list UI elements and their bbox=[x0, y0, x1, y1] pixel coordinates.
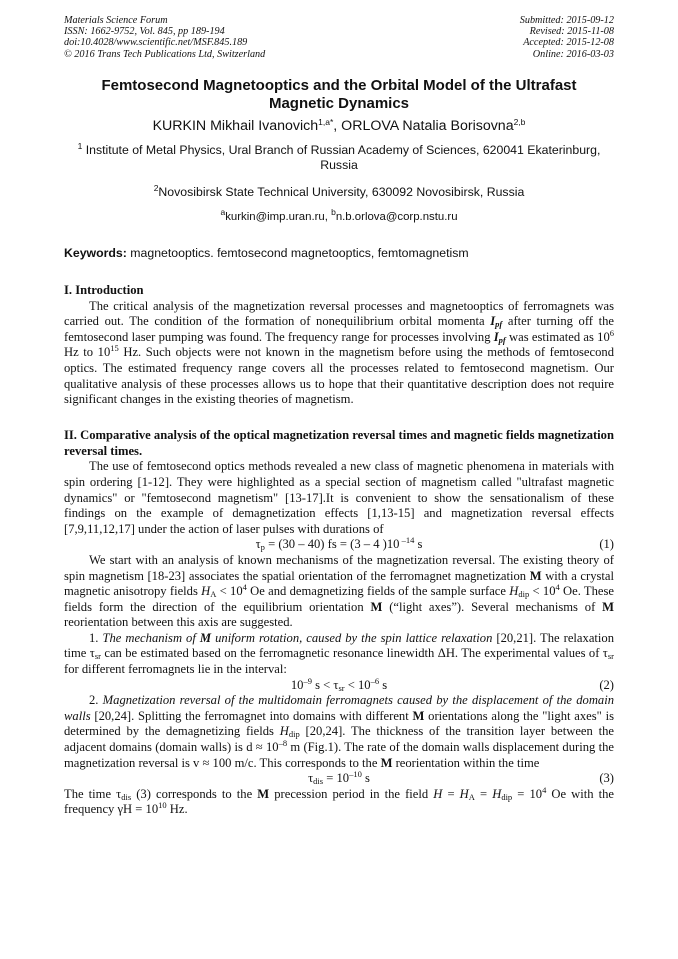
email-b-sup: b bbox=[331, 206, 336, 217]
equation-1-number: (1) bbox=[599, 537, 614, 552]
sub: A bbox=[468, 791, 475, 802]
author-2: ORLOVA Natalia Borisovna bbox=[341, 117, 514, 134]
sub: p bbox=[260, 542, 265, 553]
exponent: 4 bbox=[542, 784, 547, 795]
text: = bbox=[442, 786, 460, 801]
text: uniform rotation, caused by the spin lattice relaxation bbox=[211, 630, 493, 645]
email-line bbox=[64, 206, 614, 225]
text: We start with an analysis of known mechanisms of the magnetization reversal. The existing theory of spin magnetism [18-23] associates the spatial orientation of the ferromagnet magnetization bbox=[64, 552, 614, 583]
intro-paragraph bbox=[64, 299, 614, 408]
symbol-H: H bbox=[279, 724, 289, 739]
text: m (Fig.1). The rate of the domain walls displacement during the magnetization reversal is v ≈ 100 m/c. This corresponds to the bbox=[64, 740, 614, 770]
online-date: Online: 2016-03-03 bbox=[532, 48, 614, 60]
accepted-date: Accepted: 2015-12-08 bbox=[523, 37, 614, 49]
affiliation-1-text: Institute of Metal Physics, Ural Branch of Russian Academy of Sciences, 620041 Ekaterinburg, Russia bbox=[82, 142, 601, 172]
text: [20,24]. The thickness of the transition layer between the adjacent domains (domain walls) is d ≈ 10 bbox=[64, 724, 614, 755]
symbol-I: I bbox=[493, 329, 499, 344]
revised-date: Revised: 2015-11-08 bbox=[529, 26, 614, 38]
exponent: 4 bbox=[555, 582, 560, 593]
text: s < τ bbox=[311, 677, 339, 692]
text: reorientation within the time bbox=[392, 755, 540, 770]
text: Hz. Such objects were not known in the magnetism before using the methods of femtosecond optics. The estimated frequency range covers all the processes related to femtosecond magnetism. Our qualitative analysis of these processes allows us to hope that their quantitative description does not require significant changes in the existing theories of magnetism. bbox=[64, 345, 614, 407]
sub-pf: pf bbox=[495, 319, 503, 330]
equation-2 bbox=[64, 675, 614, 694]
text: for different ferromagnets lie in the interval: bbox=[64, 662, 287, 677]
sub: sr bbox=[94, 651, 101, 662]
submitted-date: Submitted: 2015-09-12 bbox=[519, 15, 614, 26]
list-number: 2. bbox=[89, 693, 103, 708]
text: s bbox=[361, 771, 370, 786]
author-line bbox=[64, 118, 614, 135]
text: 10 bbox=[290, 677, 304, 692]
symbol-M: M bbox=[257, 786, 270, 801]
author-1: KURKIN Mikhail Ivanovich bbox=[152, 117, 319, 134]
symbol-M: M bbox=[602, 599, 614, 614]
affiliation-1-sup: 1 bbox=[77, 140, 83, 151]
text: s bbox=[414, 537, 423, 552]
text: Magnetization reversal of the multidomain ferromagnets caused by the displacement of the domain walls bbox=[64, 693, 615, 723]
text: Oe with the frequency γH = 10 bbox=[64, 786, 615, 817]
section-2-paragraph-1: The use of femtosecond optics methods revealed a new class of magnetic phenomena in materials with spin ordering [1-12]. They were highlighted as a special section of magnetism called "ultrafast magnetic dynamics" or "femtosecond magnetism" [13-17].It is convenient to show the sensationalism of these findings on the example of demagnetization effects [1,13-15] and magnetization reversal effects [7,9,11,12,17] under the action of laser pulses with durations of bbox=[64, 459, 614, 536]
text: can be estimated based on the ferromagnetic resonance linewidth ΔH. The experimental values of τ bbox=[100, 646, 608, 661]
symbol-M: M bbox=[412, 708, 425, 723]
copyright: © 2016 Trans Tech Publications Ltd, Switzerland bbox=[64, 48, 266, 60]
keywords-text: magnetooptics. femtosecond magnetooptics, femtomagnetism bbox=[126, 245, 469, 260]
symbol-H: H bbox=[459, 786, 469, 801]
exponent: –9 bbox=[303, 675, 312, 686]
affiliation-2 bbox=[64, 182, 614, 200]
sub: dis bbox=[313, 776, 324, 787]
text: The mechanism of bbox=[102, 630, 200, 645]
text: < 10 bbox=[529, 584, 556, 599]
section-2-paragraph-2 bbox=[64, 553, 614, 631]
affiliation-1 bbox=[64, 140, 614, 173]
symbol-H: H bbox=[492, 786, 502, 801]
keywords-label: Keywords: bbox=[64, 245, 127, 260]
sub: sr bbox=[338, 682, 345, 693]
text: Oe. These fields form the direction of the equilibrium orientation bbox=[64, 584, 614, 614]
journal-name: Materials Science Forum bbox=[64, 15, 168, 26]
sub: sr bbox=[607, 651, 614, 662]
sub-pf: pf bbox=[498, 334, 506, 345]
exponent: –6 bbox=[370, 675, 380, 686]
text: The critical analysis of the magnetization reversal processes and magnetooptics of ferromagnets was carried out. The condition of the formation of nonequilibrium orbital momenta bbox=[64, 298, 614, 329]
doi: doi:10.4028/www.scientific.net/MSF.845.189 bbox=[64, 37, 248, 49]
text: [20,21]. The relaxation time τ bbox=[64, 630, 614, 661]
text: Oe and demagnetizing fields of the sample surface bbox=[246, 584, 510, 599]
exponent: 4 bbox=[242, 582, 247, 593]
text: s bbox=[379, 677, 388, 692]
section-1-heading: I. Introduction bbox=[64, 282, 144, 297]
email-a-sup: a bbox=[220, 206, 226, 217]
header-left bbox=[64, 15, 265, 60]
text: = 10 bbox=[323, 771, 350, 786]
symbol-H: H bbox=[509, 584, 519, 599]
exponent: –14 bbox=[399, 535, 415, 546]
text: = bbox=[474, 786, 493, 801]
exponent: 15 bbox=[110, 343, 119, 354]
sub: dis bbox=[121, 791, 132, 802]
mechanism-2 bbox=[64, 693, 614, 771]
equation-3 bbox=[64, 771, 614, 787]
equation-2-number: (2) bbox=[599, 677, 614, 692]
text: orientations along the "light axes" is determined by the demagnetizing fields bbox=[64, 708, 614, 739]
sub: dip bbox=[518, 589, 530, 600]
header-right bbox=[520, 15, 614, 60]
exponent: –8 bbox=[278, 738, 288, 749]
symbol-M: M bbox=[370, 599, 383, 614]
text: reorientation between this axis are suggested. bbox=[64, 615, 293, 630]
exponent: 6 bbox=[609, 327, 614, 338]
author-1-sup: 1,a* bbox=[318, 116, 334, 127]
affiliation-2-sup: 2 bbox=[153, 182, 159, 193]
symbol-I: I bbox=[490, 314, 496, 329]
list-number: 1. bbox=[89, 630, 103, 645]
affiliation-2-text: Novosibirsk State Technical University, 630092 Novosibirsk, Russia bbox=[158, 184, 525, 199]
sub: dip bbox=[501, 791, 513, 802]
text: precession period in the field bbox=[269, 786, 434, 801]
text: (“light axes”). Several mechanisms of bbox=[382, 599, 603, 614]
exponent: 10 bbox=[158, 800, 167, 811]
text: Hz. bbox=[166, 802, 188, 817]
symbol-M: M bbox=[529, 568, 542, 583]
exponent: –10 bbox=[349, 769, 362, 780]
text: < 10 bbox=[344, 677, 371, 692]
email-b: n.b.orlova@corp.nstu.ru bbox=[335, 210, 458, 223]
email-a: kurkin@imp.uran.ru, bbox=[225, 210, 332, 223]
author-2-sup: 2,b bbox=[513, 116, 526, 127]
text: was estimated as 10 bbox=[505, 329, 610, 344]
symbol-M: M bbox=[199, 630, 212, 645]
sub: dip bbox=[288, 729, 300, 740]
issn: ISSN: 1662-9752, Vol. 845, pp 189-194 bbox=[64, 26, 225, 38]
mechanism-1 bbox=[64, 631, 614, 678]
paper-title: Femtosecond Magnetooptics and the Orbital Model of the Ultrafast Magnetic Dynamics bbox=[101, 76, 577, 112]
sub: A bbox=[210, 589, 217, 600]
text: (3) corresponds to the bbox=[131, 786, 258, 801]
journal-header bbox=[64, 15, 614, 60]
symbol-M: M bbox=[380, 755, 393, 770]
text: after turning off the femtosecond laser pumping was found. The frequency range for processes involving bbox=[64, 314, 614, 344]
keywords bbox=[64, 246, 614, 261]
text: with a crystal magnetic anisotropy fields bbox=[64, 568, 614, 599]
text: τ bbox=[255, 537, 261, 552]
symbol-H: H bbox=[201, 584, 211, 599]
section-2-heading: II. Comparative analysis of the optical magnetization reversal times and magnetic fields magnetization reversal times. bbox=[64, 427, 614, 458]
text: The time τ bbox=[64, 786, 122, 801]
equation-3-number: (3) bbox=[599, 771, 614, 786]
text: [20,24]. Splitting the ferromagnet into domains with different bbox=[90, 708, 413, 723]
text: = (30 – 40) fs = (3 – 4 )10 bbox=[264, 537, 400, 552]
equation-1 bbox=[64, 537, 614, 553]
text: τ bbox=[308, 771, 314, 786]
text: Hz to 10 bbox=[64, 345, 111, 360]
symbol-H: H bbox=[433, 786, 443, 801]
section-2-paragraph-3 bbox=[64, 784, 615, 818]
author-separator: , bbox=[333, 117, 342, 134]
text: = 10 bbox=[512, 786, 543, 801]
text: < 10 bbox=[216, 584, 243, 599]
